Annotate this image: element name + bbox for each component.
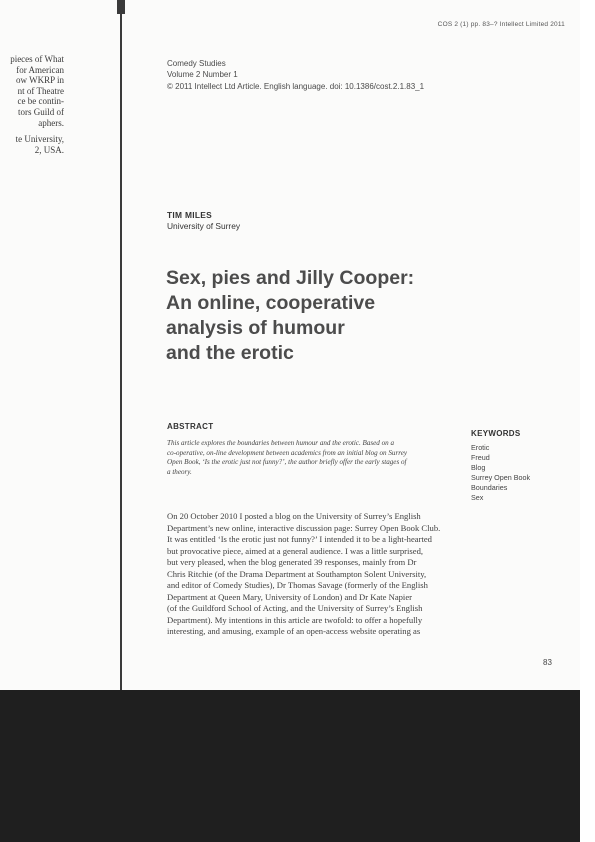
keyword-item: Surrey Open Book [471,472,531,482]
body-line: but very pleased, when the blog generated 39 responses, mainly from Dr [167,557,417,567]
body-line: It was entitled ‘Is the erotic just not funny?’ I intended it to be a light-hearted [167,534,432,544]
margin-line: te University, [15,134,64,145]
author-name: TIM MILES [167,210,213,220]
abstract-line: Open Book, ‘Is the erotic just not funny?’, the author briefly offer the early stages of [167,458,407,467]
running-head: COS 2 (1) pp. 83–? Intellect Limited 2011 [437,21,565,28]
article-title [166,266,466,366]
margin-line: ce be contin- [17,96,64,107]
scanner-shadow-band [0,690,595,842]
margin-line: nt of Theatre [17,85,64,96]
margin-line: ow WKRP in [15,75,64,86]
keyword-item: Sex [471,492,484,502]
page-fold-mark [117,0,125,14]
previous-page-margin-text [0,54,64,155]
body-line: Department’s new online, interactive discussion page: Surrey Open Book Club. [167,522,441,533]
author-block [167,210,240,232]
body-line: and editor of Comedy Studies), Dr Thomas Savage (formerly of the English [167,580,428,590]
page-number: 83 [543,658,552,667]
body-line: On 20 October 2010 I posted a blog on the University of Surrey’s English [167,511,421,521]
body-line: interesting, and amusing, example of an open-access website operating as [167,626,421,636]
keyword-item: Freud [471,452,490,462]
title-line: An online, cooperative [166,292,376,314]
scanner-edge [580,0,595,842]
journal-meta [167,58,424,92]
keyword-item: Boundaries [471,482,508,492]
abstract-text [167,439,460,477]
body-line: Department at Queen Mary, University of London) and Dr Kate Napier [167,591,412,602]
title-line: Sex, pies and Jilly Cooper: [166,267,415,289]
keyword-item: Blog [471,462,486,472]
journal-name: Comedy Studies [167,59,226,68]
abstract-line: co-operative, on-line development between academics from an initial blog on Surrey [167,448,408,457]
abstract-heading: ABSTRACT [167,422,214,431]
margin-line: 2, USA. [34,144,64,155]
author-affiliation: University of Surrey [167,221,241,231]
body-line: Department). My intentions in this article are twofold: to offer a hopefully [167,614,423,625]
body-line: Chris Ritchie (of the Drama Department at Southampton Solent University, [167,568,427,579]
abstract-line: a theory. [167,467,192,476]
journal-copyright: © 2011 Intellect Ltd Article. English language. doi: 10.1386/cost.2.1.83_1 [167,81,425,91]
margin-line: pieces of What [10,54,64,64]
keyword-item: Erotic [471,443,490,452]
body-line: but provocative piece, aimed at a general audience. I was a little surprised, [167,545,424,556]
margin-line: aphers. [38,117,64,128]
abstract-line: This article explores the boundaries between humour and the erotic. Based on a [167,439,395,447]
body-line: (of the Guildford School of Acting, and the University of Surrey’s English [167,603,423,613]
margin-line: for American [16,64,64,75]
keywords-list [471,443,530,502]
body-paragraph [167,511,460,638]
margin-line: tors Guild of [18,106,64,117]
title-line: and the erotic [166,342,294,364]
journal-volume: Volume 2 Number 1 [167,70,238,80]
title-line: analysis of humour [166,317,345,339]
keywords-heading: KEYWORDS [471,429,521,438]
